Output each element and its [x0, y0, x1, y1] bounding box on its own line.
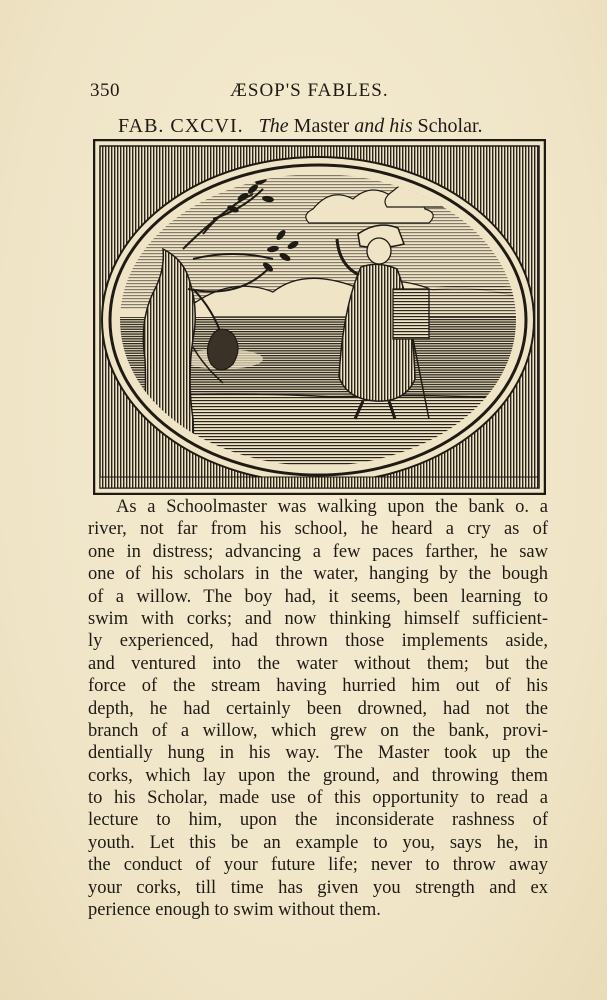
body-line: ly experienced, had thrown those implements aside, — [88, 631, 548, 652]
page-number: 350 — [90, 80, 120, 101]
body-line: youth. Let this be an example to you, says he, in — [88, 832, 548, 853]
body-line: depth, he had certainly been drowned, had not the — [88, 698, 548, 719]
body-line: your corks, till time has given you strength and ex — [88, 877, 548, 898]
body-line: lecture to him, upon the inconsiderate rashness of — [88, 810, 548, 831]
running-head — [90, 80, 525, 106]
fable-title-scholar: Scholar. — [417, 115, 483, 137]
body-line: and ventured into the water without them; but the — [88, 653, 548, 674]
master-book — [393, 289, 429, 339]
body-line: dentially hung in his way. The Master took up the — [88, 743, 548, 764]
fable-title-the: The — [258, 115, 289, 137]
fable-heading — [118, 115, 548, 138]
fable-body — [88, 496, 548, 921]
fable-title-master: Master — [293, 115, 350, 137]
body-line: branch of a willow, which grew on the bank, provi- — [88, 720, 548, 741]
book-title: ÆSOP'S FABLES. — [230, 80, 389, 101]
body-line: river, not far from his school, he heard a cry as of — [88, 519, 548, 540]
body-line: As a Schoolmaster was walking upon the bank o. a — [116, 497, 548, 517]
body-line: force of the stream having hurried him out of his — [88, 676, 548, 697]
woodcut-svg — [93, 139, 546, 495]
body-line: to his Scholar, made use of this opportunity to read a — [88, 788, 548, 809]
body-line: swim with corks; and now thinking himself sufficient- — [88, 608, 548, 629]
scholar-in-water — [207, 329, 238, 370]
body-line: of a willow. The boy had, it seems, been learning to — [88, 586, 548, 607]
body-line: corks, which lay upon the ground, and throwing them — [88, 765, 548, 786]
body-line: the conduct of your future life; never to throw away — [88, 855, 548, 876]
fable-title-and-his: and his — [354, 115, 413, 137]
fable-number: FAB. CXCVI. — [118, 115, 244, 137]
woodcut-illustration — [93, 139, 546, 495]
body-line: one in distress; advancing a few paces farther, he saw — [88, 541, 548, 562]
body-line: perience enough to swim without them. — [88, 900, 381, 921]
body-line: one of his scholars in the water, hanging by the bough — [88, 564, 548, 585]
